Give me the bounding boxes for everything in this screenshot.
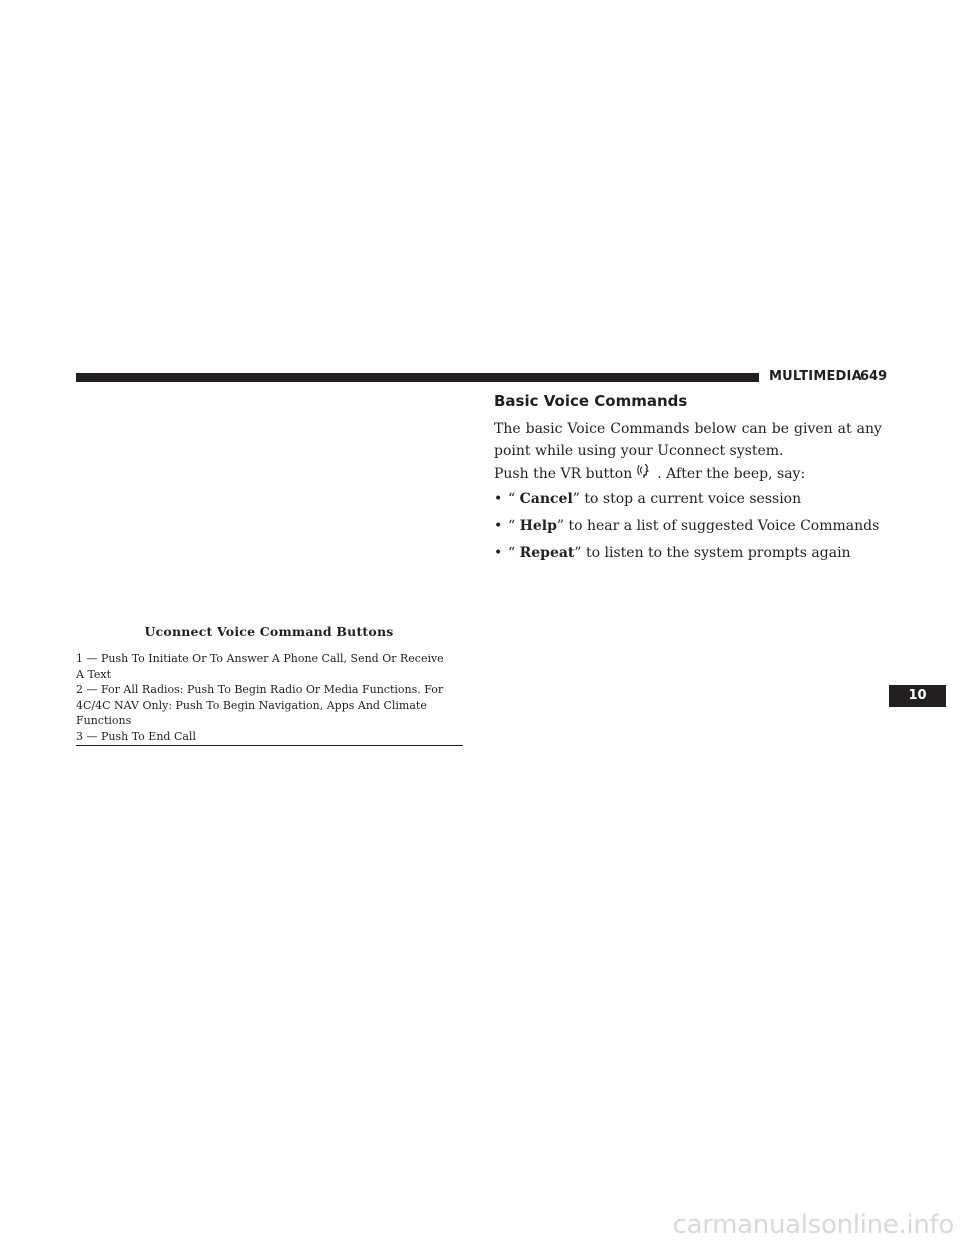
word: any xyxy=(856,421,882,437)
word: Voice xyxy=(567,421,606,437)
open-quote: “ xyxy=(508,545,516,561)
bullet: • xyxy=(494,545,503,561)
header-section-title: MULTIMEDIA xyxy=(769,369,862,384)
caption-line: A Text xyxy=(76,667,112,681)
word: below xyxy=(694,421,737,437)
vr-instruction-before: Push the VR button xyxy=(494,466,633,482)
command-description: ” to stop a current voice session xyxy=(572,491,802,507)
word: The xyxy=(494,421,521,437)
section-heading: Basic Voice Commands xyxy=(494,392,688,410)
caption-line: 4C/4C NAV Only: Push To Begin Navigation, Apps And Climate xyxy=(76,698,427,712)
voice-recognition-icon xyxy=(636,462,654,480)
open-quote: “ xyxy=(508,518,516,534)
command-keyword: Repeat xyxy=(519,545,575,561)
list-item xyxy=(494,542,882,569)
open-quote: “ xyxy=(508,491,516,507)
word: be xyxy=(771,421,790,437)
word: basic xyxy=(525,421,563,437)
command-keyword: Cancel xyxy=(519,491,573,507)
caption-rule xyxy=(76,745,463,746)
header-rule xyxy=(76,373,759,382)
command-description: ” to listen to the system prompts again xyxy=(574,545,851,561)
command-keyword: Help xyxy=(519,518,557,534)
voice-command-list xyxy=(494,488,882,569)
figure-caption-legend xyxy=(76,651,462,745)
word: at xyxy=(837,421,852,437)
command-description: ” to hear a list of suggested Voice Commands xyxy=(556,518,880,534)
caption-line: Functions xyxy=(76,714,132,728)
caption-line: 1 — Push To Initiate Or To Answer A Phone Call, Send Or Receive xyxy=(76,652,444,665)
list-item xyxy=(494,488,882,515)
word: can xyxy=(741,421,767,437)
figure-caption-title: Uconnect Voice Command Buttons xyxy=(144,624,394,639)
caption-line: 3 — Push To End Call xyxy=(76,729,196,743)
page-number: 649 xyxy=(860,369,888,384)
bullet: • xyxy=(494,518,503,534)
chapter-tab: 10 xyxy=(889,685,946,707)
intro-paragraph xyxy=(494,418,882,462)
word: given xyxy=(794,421,833,437)
watermark: carmanualsonline.info xyxy=(672,1210,954,1240)
caption-line: 2 — For All Radios: Push To Begin Radio Or Media Functions. For xyxy=(76,683,444,697)
intro-line-2: point while using your Uconnect system. xyxy=(494,443,784,459)
vr-instruction xyxy=(494,462,882,485)
vr-instruction-after: . After the beep, say: xyxy=(657,466,806,482)
list-item xyxy=(494,515,882,542)
word: Commands xyxy=(610,421,690,437)
intro-line-1 xyxy=(494,418,882,440)
bullet: • xyxy=(494,491,503,507)
